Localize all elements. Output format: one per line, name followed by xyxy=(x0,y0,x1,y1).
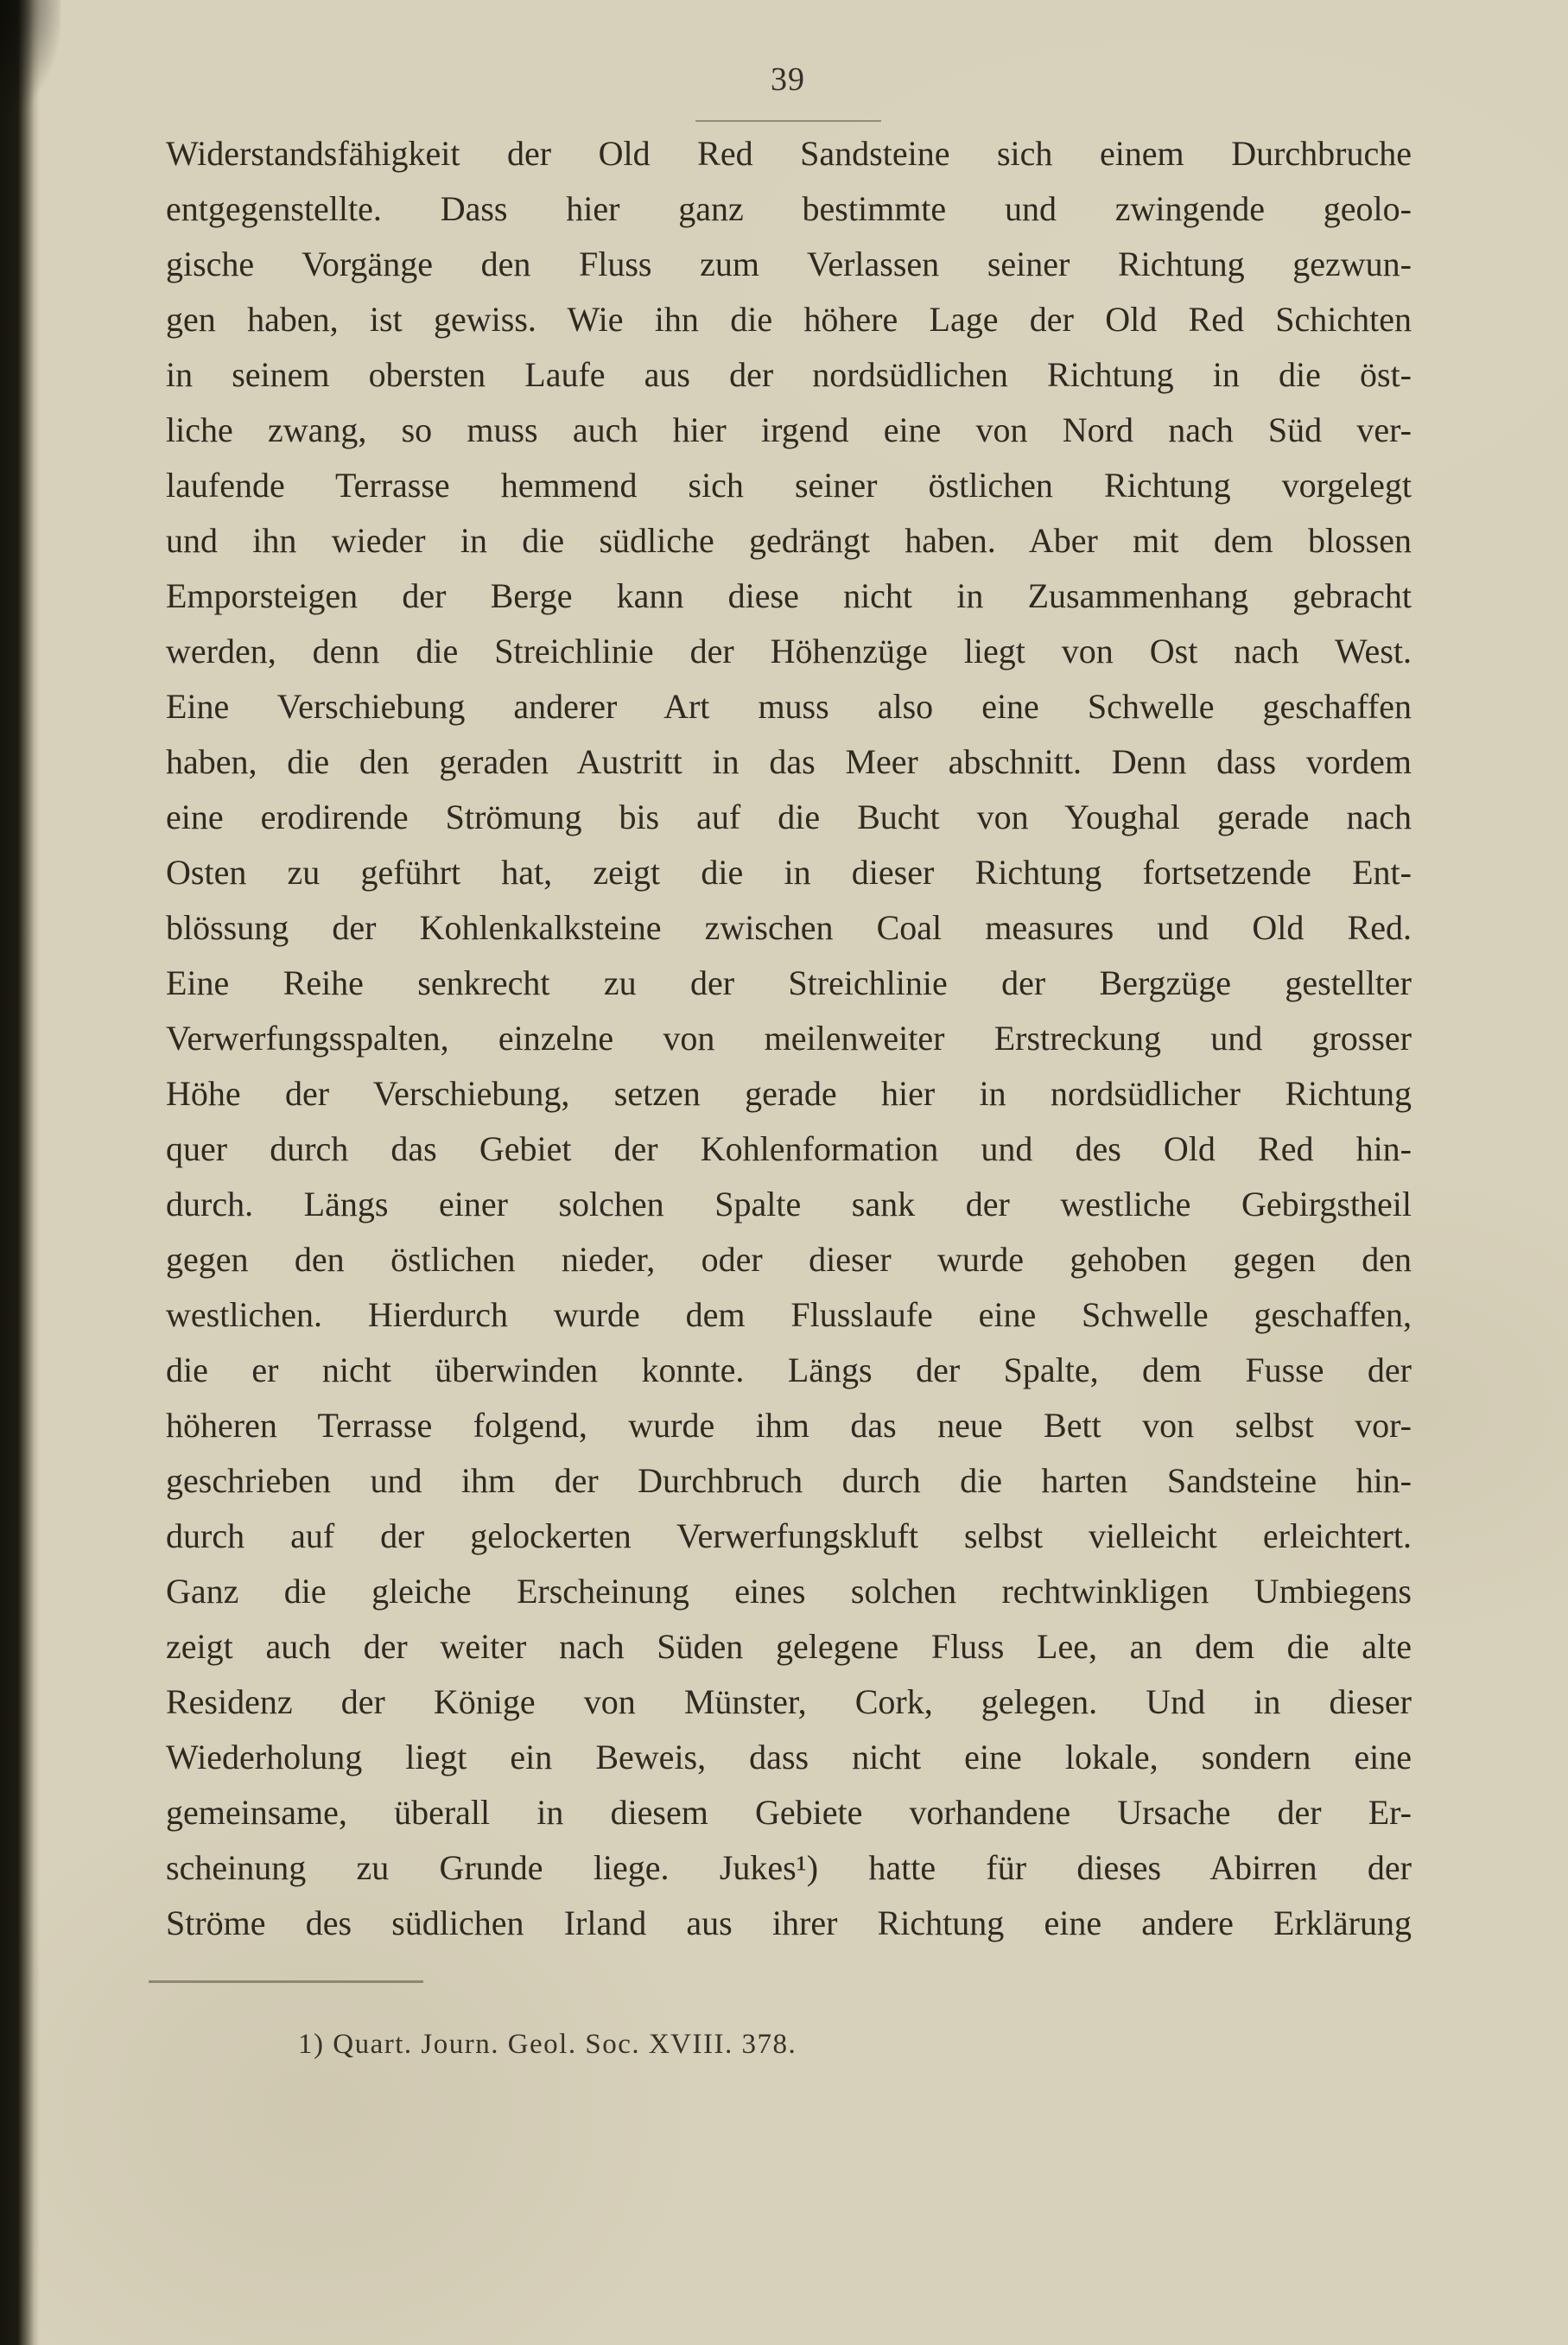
text-line: Ganz die gleiche Erscheinung eines solchen rechtwinkligen Umbiegens xyxy=(166,1572,1412,1611)
text-line: höheren Terrasse folgend, wurde ihm das neue Bett von selbst vor- xyxy=(166,1406,1412,1445)
text-line: werden, denn die Streichlinie der Höhenzüge liegt von Ost nach West. xyxy=(166,632,1412,670)
text-line: durch. Längs einer solchen Spalte sank der westliche Gebirgstheil xyxy=(166,1185,1412,1223)
text-line: Emporsteigen der Berge kann diese nicht in Zusammenhang gebracht xyxy=(166,576,1412,615)
text-line: westlichen. Hierdurch wurde dem Flusslaufe eine Schwelle geschaffen, xyxy=(166,1295,1412,1334)
footnote-text: 1) Quart. Journ. Geol. Soc. XVIII. 378. xyxy=(298,2029,797,2060)
text-line: gen haben, ist gewiss. Wie ihn die höhere Lage der Old Red Schichten xyxy=(166,300,1412,339)
text-line: liche zwang, so muss auch hier irgend eine von Nord nach Süd ver- xyxy=(166,410,1412,449)
text-line: gemeinsame, überall in diesem Gebiete vorhandene Ursache der Er- xyxy=(166,1793,1412,1832)
text-line: scheinung zu Grunde liege. Jukes¹) hatte für dieses Abirren der xyxy=(166,1848,1412,1887)
text-line: blössung der Kohlenkalksteine zwischen Coal measures und Old Red. xyxy=(166,908,1412,947)
text-line: durch auf der gelockerten Verwerfungskluft selbst vielleicht erleichtert. xyxy=(166,1516,1412,1555)
text-line: eine erodirende Strömung bis auf die Bucht von Youghal gerade nach xyxy=(166,798,1412,836)
body-text-block xyxy=(166,126,1412,1951)
text-line: Eine Reihe senkrecht zu der Streichlinie der Bergzüge gestellter xyxy=(166,963,1412,1002)
book-gutter-corner-shadow xyxy=(0,0,60,112)
text-line: Wiederholung liegt ein Beweis, dass nicht eine lokale, sondern eine xyxy=(166,1738,1412,1776)
text-line: Verwerfungsspalten, einzelne von meilenweiter Erstreckung und grosser xyxy=(166,1019,1412,1058)
text-line: Ströme des südlichen Irland aus ihrer Richtung eine andere Erklärung xyxy=(166,1903,1412,1942)
text-line: Eine Verschiebung anderer Art muss also eine Schwelle geschaffen xyxy=(166,687,1412,726)
text-line: entgegenstellte. Dass hier ganz bestimmte und zwingende geolo- xyxy=(166,189,1412,228)
text-line: in seinem obersten Laufe aus der nordsüdlichen Richtung in die öst- xyxy=(166,355,1412,394)
text-line: Höhe der Verschiebung, setzen gerade hier in nordsüdlicher Richtung xyxy=(166,1074,1412,1113)
text-line: haben, die den geraden Austritt in das Meer abschnitt. Denn dass vordem xyxy=(166,742,1412,781)
text-line: und ihn wieder in die südliche gedrängt haben. Aber mit dem blossen xyxy=(166,521,1412,560)
book-gutter-shadow xyxy=(0,0,40,2345)
text-line: gegen den östlichen nieder, oder dieser wurde gehoben gegen den xyxy=(166,1240,1412,1279)
text-line: gische Vorgänge den Fluss zum Verlassen seiner Richtung gezwun- xyxy=(166,245,1412,283)
page-number: 39 xyxy=(771,61,805,98)
text-line: Residenz der Könige von Münster, Cork, gelegen. Und in dieser xyxy=(166,1682,1412,1721)
text-line: Widerstandsfähigkeit der Old Red Sandsteine sich einem Durchbruche xyxy=(166,134,1412,173)
text-line: quer durch das Gebiet der Kohlenformation und des Old Red hin- xyxy=(166,1129,1412,1168)
page-number-rule-wrap xyxy=(166,111,1410,126)
page-number-rule xyxy=(695,120,881,122)
footnote-rule xyxy=(149,1980,423,1983)
text-line: zeigt auch der weiter nach Süden gelegene Fluss Lee, an dem die alte xyxy=(166,1627,1412,1666)
text-line: Osten zu geführt hat, zeigt die in dieser Richtung fortsetzende Ent- xyxy=(166,853,1412,892)
text-line: die er nicht überwinden konnte. Längs der Spalte, dem Fusse der xyxy=(166,1350,1412,1389)
text-line: laufende Terrasse hemmend sich seiner östlichen Richtung vorgelegt xyxy=(166,466,1412,505)
text-line: geschrieben und ihm der Durchbruch durch die harten Sandsteine hin- xyxy=(166,1461,1412,1500)
